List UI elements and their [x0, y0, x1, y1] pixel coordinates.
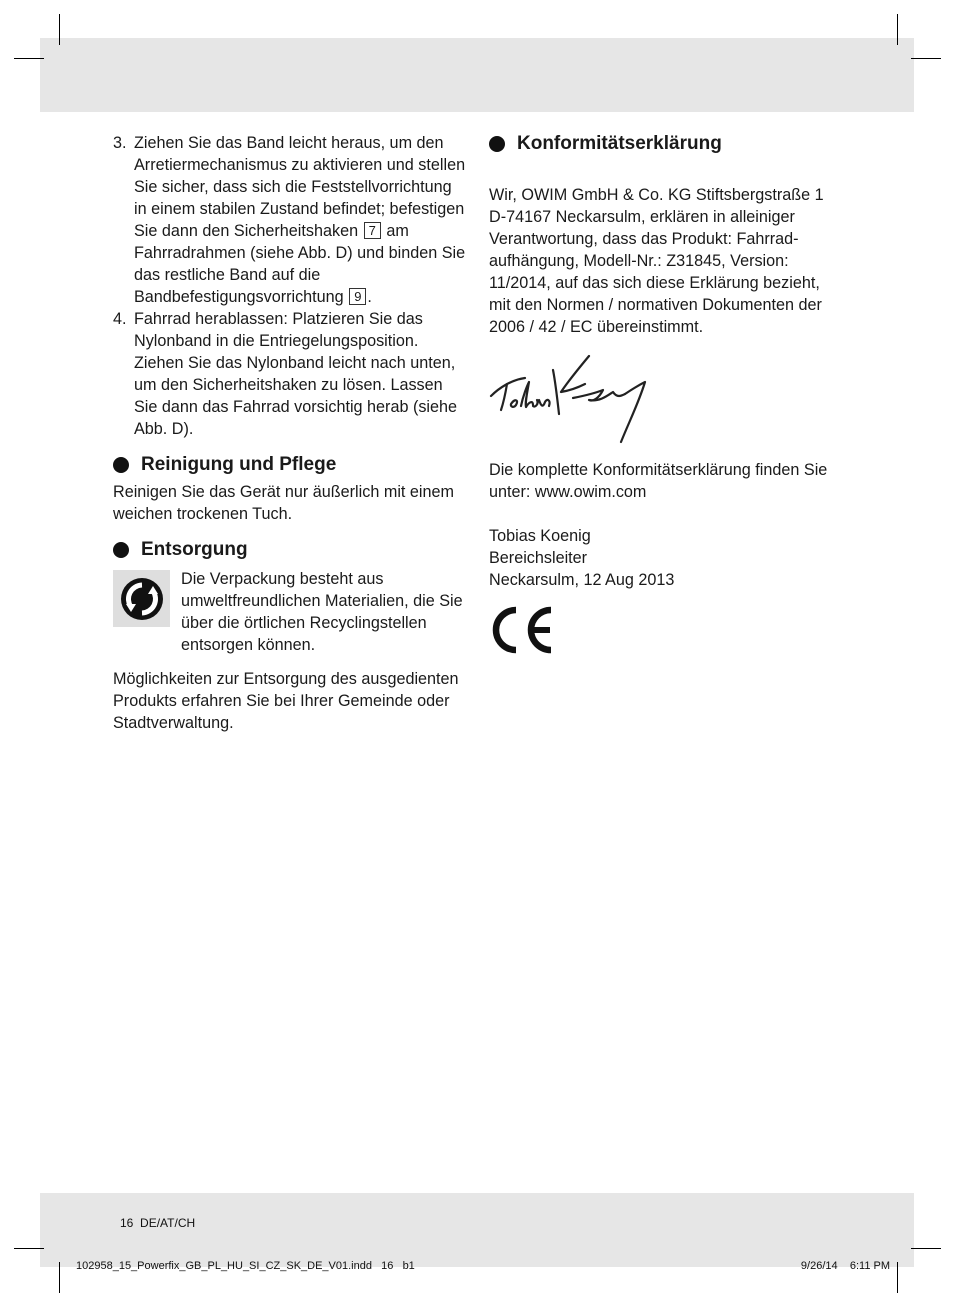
- signer-title: Bereichsleiter: [489, 549, 588, 567]
- step-text: Ziehen Sie das Band leicht heraus, um den Arretiermechanismus zu aktivieren und stellen Sie sicher, dass sich die Feststellvorrichtung in einem stabilen Zustand befindet; befestigen Sie dann den Sicherheitshaken: [134, 134, 466, 240]
- signer-name: Tobias Koenig: [489, 527, 591, 545]
- part-reference: 9: [349, 288, 366, 305]
- instruction-step-3: [113, 132, 468, 308]
- conformity-heading-text: Konformitätserklärung: [517, 133, 722, 154]
- bullet-icon: [113, 542, 129, 558]
- step-text: am Fahrradrahmen (siehe Abb. D) und binden Sie das restliche Band auf die Bandbefestigungsvorrichtung: [134, 222, 466, 306]
- step-number: 3.: [113, 134, 127, 152]
- bullet-icon: [113, 457, 129, 473]
- green-dot-recycling-icon: [113, 570, 170, 627]
- packaging-text: Die Verpackung besteht aus umweltfreundlichen Materialien, die Sie über die örtlichen Recyclingstellen entsorgen können.: [181, 570, 463, 654]
- print-slug: [76, 1260, 415, 1272]
- print-timestamp: [801, 1260, 890, 1272]
- place-date: Neckarsulm, 12 Aug 2013: [489, 571, 675, 589]
- right-column: [489, 132, 834, 656]
- header-band: [40, 38, 914, 112]
- print-date: 9/26/14: [800, 1260, 838, 1272]
- instruction-step-4: [113, 308, 468, 440]
- signature-image: [489, 352, 834, 448]
- print-time: 6:11 PM: [849, 1260, 890, 1272]
- page-footer: [120, 1216, 195, 1230]
- step-text: Fahrrad herablassen: Platzieren Sie das Nylonband in die Entriegelungsposition. Ziehen Sie das Nylonband leicht nach unten, um den Sicherheitshaken zu lösen. Lassen Sie dann das Fahrrad vorsichtig herab (siehe Abb. D).: [134, 310, 458, 438]
- conformity-text: Wir, OWIM GmbH & Co. KG Stiftsbergstraße 1 D-74167 Neckarsulm, erklären in alleiniger Verantwortung, dass das Produkt: Fahrrad-aufhängung, Modell-Nr.: Z31845, Version: 11/2014, auf das sich diese Erklärung bezieht, mit den Normen / normativen Dokumenten der 2006 / 42 / EC übereinstimmt.: [489, 186, 824, 336]
- cleaning-heading: [113, 453, 468, 477]
- footer-band: [40, 1193, 914, 1267]
- locale-label: DE/AT/CH: [140, 1216, 196, 1230]
- step-text-end: .: [367, 288, 372, 306]
- conformity-heading: [489, 132, 834, 156]
- file-name: 102958_15_Powerfix_GB_PL_HU_SI_CZ_SK_DE_V01.indd: [76, 1260, 372, 1272]
- file-page: 16: [381, 1260, 394, 1272]
- disposal-heading-text: Entsorgung: [141, 539, 248, 560]
- part-reference: 7: [364, 222, 381, 239]
- disposal-product-text: Möglichkeiten zur Entsorgung des ausgedienten Produkts erfahren Sie bei Ihrer Gemeinde oder Stadtverwaltung.: [113, 670, 459, 732]
- ce-mark-icon: [489, 606, 559, 656]
- page-number: 16: [120, 1216, 134, 1230]
- step-number: 4.: [113, 310, 127, 328]
- left-column: [113, 132, 468, 734]
- file-code: b1: [402, 1260, 415, 1272]
- disposal-packaging-row: [113, 568, 468, 656]
- bullet-icon: [489, 136, 505, 152]
- cleaning-text: Reinigen Sie das Gerät nur äußerlich mit einem weichen trockenen Tuch.: [113, 483, 454, 523]
- cleaning-heading-text: Reinigung und Pflege: [141, 454, 337, 475]
- conformity-link-text: Die komplette Konformitätserklärung finden Sie unter: www.owim.com: [489, 461, 828, 501]
- disposal-heading: [113, 538, 468, 562]
